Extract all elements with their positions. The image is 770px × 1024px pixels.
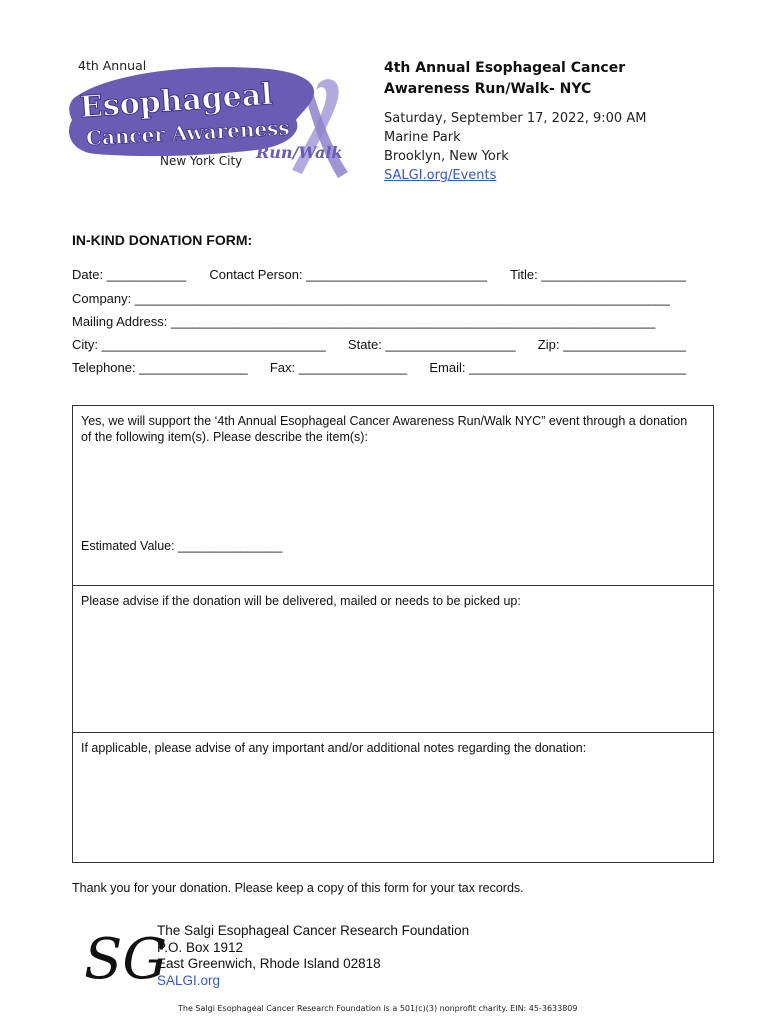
donation-items-prompt: Yes, we will support the ‘4th Annual Esophageal Cancer Awareness Run/Walk NYC” event through a donation of the following item(s). Please describe the item(s): [81,414,688,444]
city-field[interactable]: City: _______________________________ [72,337,326,352]
form-heading: IN-KIND DONATION FORM: [72,232,253,248]
estimated-value-field[interactable]: Estimated Value: _______________ [81,539,283,553]
notes-section[interactable] [73,732,713,863]
event-location-park: Marine Park [384,130,461,145]
state-field[interactable]: State: __________________ [347,337,516,352]
logo-run-walk: Run/Walk [256,143,343,162]
event-info [384,58,684,185]
field-row-company [72,291,686,306]
logo-annual-label: 4th Annual [78,58,147,73]
foundation-name: The Salgi Esophageal Cancer Research Foundation [157,923,470,938]
field-row-date [72,267,686,282]
contact-person-field[interactable]: Contact Person: _________________________ [209,267,487,282]
foundation-address [157,923,469,989]
company-field[interactable]: Company: __________________________________________________________________________ [72,291,670,306]
title-field[interactable]: Title: ____________________ [510,267,686,282]
event-logo-graphic [66,54,356,189]
fax-field[interactable]: Fax: _______________ [269,360,408,375]
field-row-mailing-address [72,314,686,329]
event-logo [66,54,356,189]
field-row-telephone [72,360,686,375]
footer-charity-note: The Salgi Esophageal Cancer Research Foundation is a 501(c)(3) nonprofit charity. EIN: 45-3633809 [178,1004,578,1013]
logo-city-label: New York City [160,154,243,168]
email-field[interactable]: Email: ______________________________ [429,360,686,375]
event-date: Saturday, September 17, 2022, 9:00 AM [384,111,647,126]
notes-prompt: If applicable, please advise of any important and/or additional notes regarding the donation: [81,741,587,755]
logo-word-cancer-awareness: Cancer Awareness [85,115,291,151]
telephone-field[interactable]: Telephone: _______________ [72,360,248,375]
date-field[interactable]: Date: ___________ [72,267,187,282]
field-row-city [72,337,686,352]
foundation-logo-letters: SG [84,927,168,992]
salgi-foundation-logo-icon [82,924,168,992]
logo-word-esophageal: Esophageal [78,76,274,126]
zip-field[interactable]: Zip: _________________ [537,337,686,352]
thank-you-note: Thank you for your donation. Please keep a copy of this form for your tax records. [72,881,524,895]
event-title: 4th Annual Esophageal Cancer Awareness Run/Walk- NYC [384,60,626,97]
event-location-city: Brooklyn, New York [384,149,509,164]
foundation-po-box: P.O. Box 1912 [157,939,244,955]
delivery-prompt: Please advise if the donation will be delivered, mailed or needs to be picked up: [81,594,521,608]
delivery-section[interactable] [73,585,713,732]
donation-details-box [72,405,714,863]
foundation-website-link[interactable]: SALGI.org [157,972,221,988]
mailing-address-field[interactable]: Mailing Address: ___________________________________________________________________ [72,314,656,329]
event-link[interactable]: SALGI.org/Events [384,168,497,183]
foundation-city: East Greenwich, Rhode Island 02818 [157,956,381,971]
